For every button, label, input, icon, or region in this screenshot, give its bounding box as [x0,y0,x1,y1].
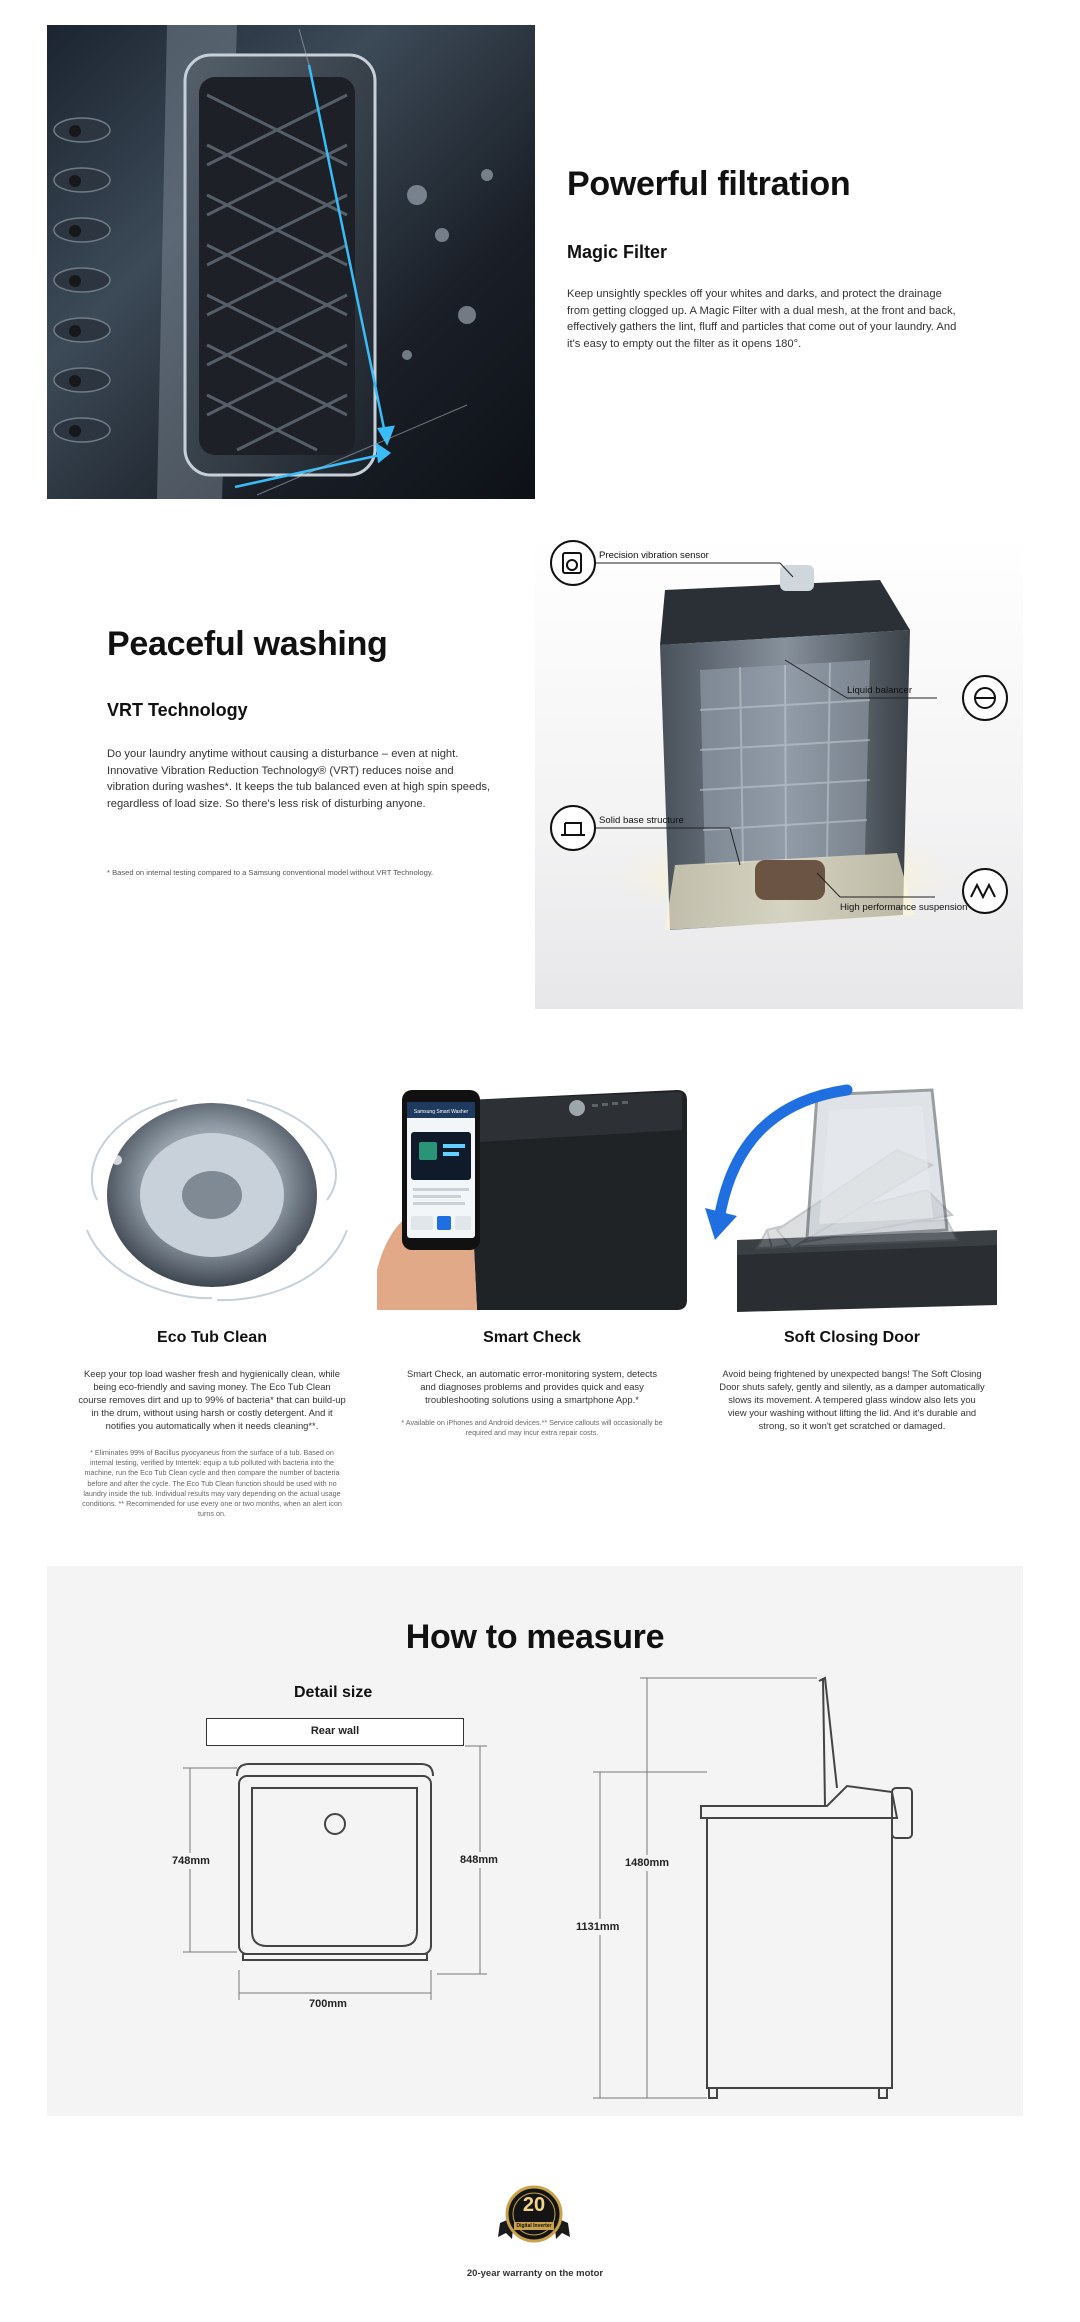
smart-check-body: Smart Check, an automatic error-monitoring system, detects and diagnoses problems and provides quick and easy troubleshooting solutions using a smartphone App.* [406,1368,658,1405]
smart-check-title: Smart Check [483,1329,581,1346]
smart-check-illustration [377,1080,687,1312]
suspension-icon [963,869,1007,913]
eco-tub-clean-note: * Eliminates 99% of Bacillus pyocyaneus from the surface of a tub. Based on internal testing, verified by Intertek: equip a tub polluted with bacteria into the machine, run the Eco Tub Clean cycle and then compare the number of bacteria before and after the cycle. The Eco Tub Clean function should be used with no laundry inside the tub. Individual results may vary depending on the actual usage conditions. ** Recommended for use every one or two months, when an alert icon turns on. [82,1448,342,1519]
how-to-measure-section [47,1566,1023,2116]
measure-title: How to measure [405,1618,665,1656]
liquid-balancer-icon [963,676,1007,720]
warranty-badge-number: 20 [522,2194,546,2216]
eco-tub-clean-image [57,1080,367,1312]
smart-check-note: * Available on iPhones and Android devices.** Service callouts will occasionally be required and may incur extra repair costs. [401,1418,663,1438]
rear-wall-label: Rear wall [206,1718,464,1746]
dimension-width: 700mm [309,1998,347,2010]
callout-precision-sensor: Precision vibration sensor [599,550,709,561]
soft-closing-door-title: Soft Closing Door [784,1329,920,1346]
vrt-subtitle: VRT Technology [107,700,248,720]
warranty-caption: 20-year warranty on the motor [466,2268,604,2279]
callout-liquid-balancer: Liquid balancer [847,685,913,696]
vrt-washer-illustration [535,535,1023,1009]
dimension-open-height: 1480mm [625,1857,670,1869]
vrt-body: Do your laundry anytime without causing a disturbance – even at night. Innovative Vibration Reduction Technology® (VRT) reduces noise and vibration during washes*. It keeps the tub balanced even at high spin speeds, regardless of load size. So there's less risk of disturbing anyone. [107,748,491,810]
dimension-front-depth: 748mm [172,1855,210,1867]
base-structure-icon [551,806,595,850]
magic-filter-illustration [47,25,535,499]
soft-closing-door-body: Avoid being frightened by unexpected bangs! The Soft Closing Door shuts safely, gently and silently, as a damper automatically slows its movement. A tempered glass window also lets you view your washing without lifting the lid. And it's durable and strong, so it won't get scratched or damaged. [719,1368,985,1431]
phone-header-text: Samsung Smart Washer [413,1109,469,1115]
callout-solid-base: Solid base structure [599,815,684,826]
vrt-washer-image [535,535,1023,1009]
callout-high-suspension: High performance suspension [840,902,968,913]
filtration-body: Keep unsightly speckles off your whites and darks, and protect the drainage from getting clogged up. A Magic Filter with a dual mesh, at the front and back, effectively gathers the lint, fluff and particles that come out of your laundry. And it's easy to empty out the filter as it opens 180°. [567,288,957,350]
filtration-title: Powerful filtration [567,165,851,203]
eco-tub-clean-illustration [57,1080,367,1312]
magic-filter-image [47,25,535,499]
warranty-badge [494,2183,574,2245]
warranty-badge-text: Digital Inverter [516,2223,552,2229]
dimension-overall-depth: 848mm [460,1854,498,1866]
dimension-height: 1131mm [576,1921,620,1933]
vrt-title: Peaceful washing [107,625,388,663]
smart-check-image [377,1080,687,1312]
soft-closing-door-image [697,1080,1007,1312]
soft-closing-door-illustration [697,1080,1007,1312]
detail-size-label: Detail size [294,1684,373,1701]
filtration-subtitle: Magic Filter [567,242,668,262]
sensor-icon [551,541,595,585]
dimension-drawing [47,1566,1023,2116]
eco-tub-clean-body: Keep your top load washer fresh and hygienically clean, while being eco-friendly and saving money. The Eco Tub Clean course removes dirt and up to 99% of bacteria* that can build-up in the drum, without using harsh or costly detergent. And it notifies you automatically when it needs cleaning**. [78,1368,346,1431]
vrt-footnote: * Based on internal testing compared to a Samsung conventional model without VRT Technology. [107,868,434,877]
eco-tub-clean-title: Eco Tub Clean [157,1329,267,1346]
